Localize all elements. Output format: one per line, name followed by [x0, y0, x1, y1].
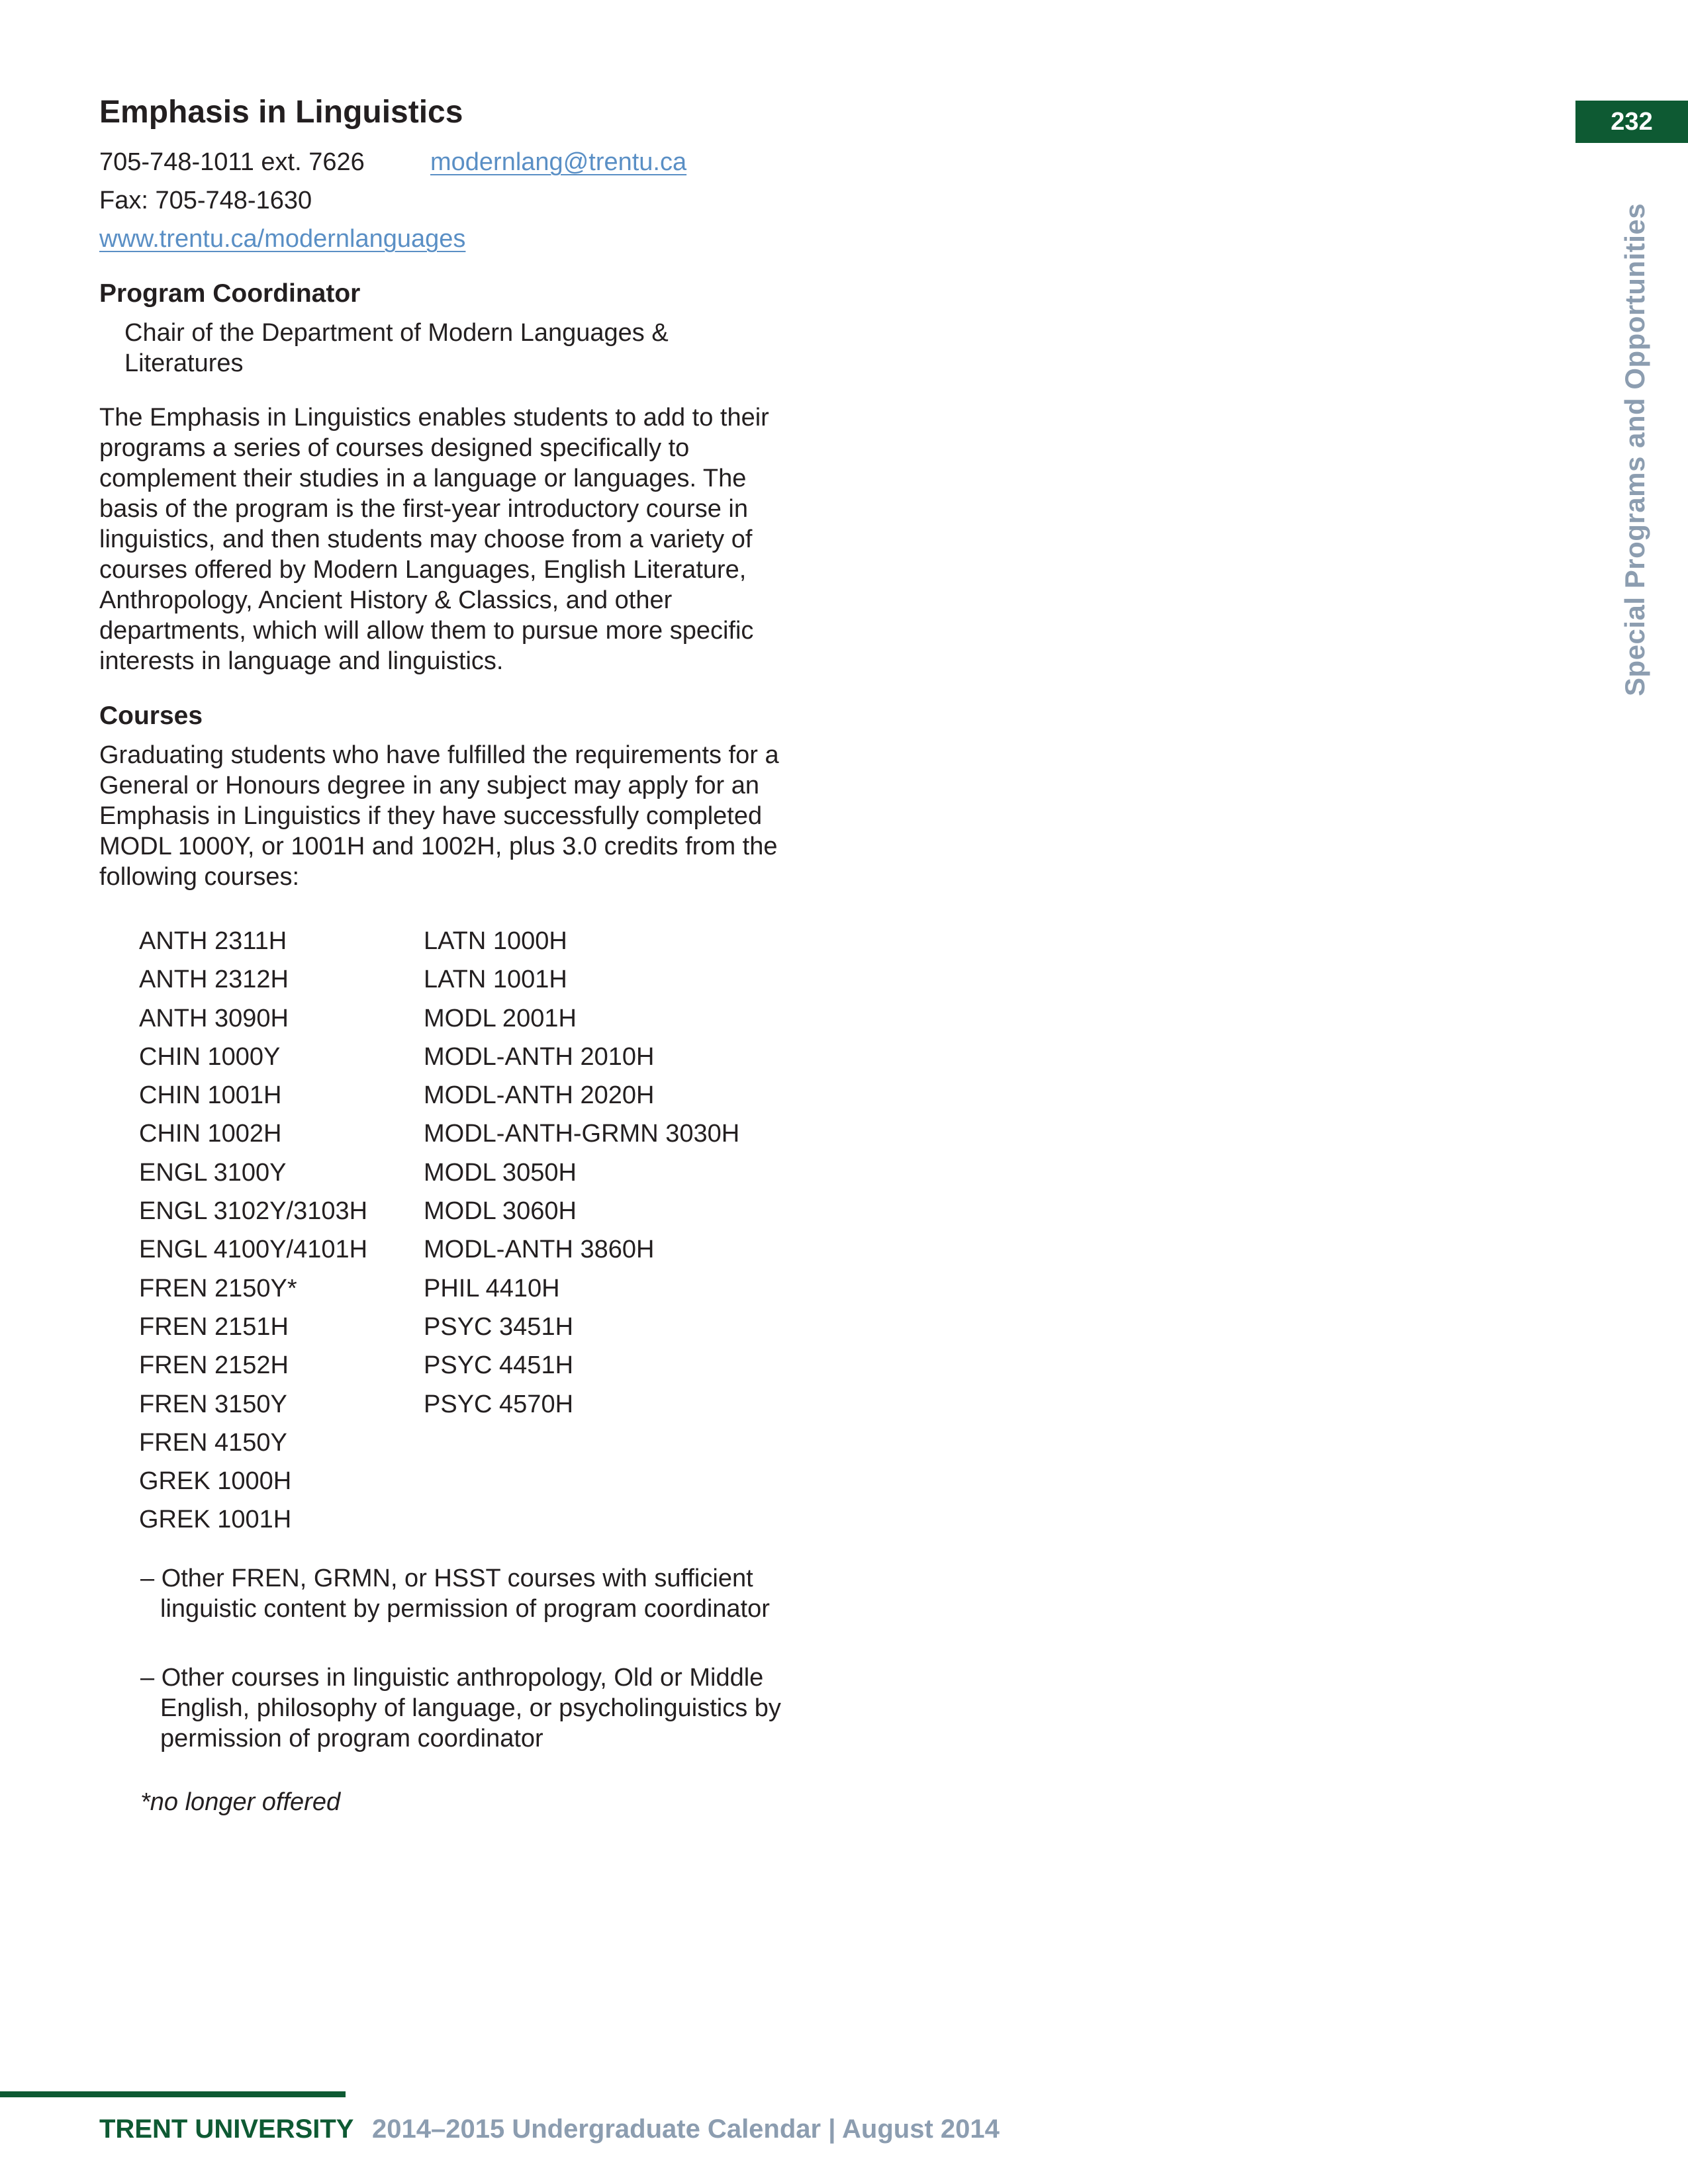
- coordinator-line-2: Literatures: [124, 349, 244, 377]
- course-code: CHIN 1002H: [139, 1120, 282, 1148]
- course-code: CHIN 1000Y: [139, 1042, 281, 1071]
- fax-number: Fax: 705-748-1630: [99, 187, 312, 214]
- course-code: MODL-ANTH 2010H: [424, 1042, 655, 1071]
- course-code: GREK 1001H: [139, 1506, 292, 1534]
- course-list-column-1: [139, 922, 367, 1539]
- courses-heading: Courses: [99, 702, 203, 730]
- website-link[interactable]: www.trentu.ca/modernlanguages: [99, 225, 466, 253]
- footer-calendar: 2014–2015 Undergraduate Calendar | August 2014: [372, 2115, 1000, 2144]
- course-list-column-2: [424, 922, 739, 1424]
- email-link[interactable]: modernlang@trentu.ca: [430, 148, 687, 176]
- course-code: MODL-ANTH 3860H: [424, 1236, 655, 1264]
- course-code: MODL-ANTH 2020H: [424, 1081, 655, 1110]
- course-code: PSYC 3451H: [424, 1312, 574, 1341]
- footnote: *no longer offered: [140, 1788, 341, 1816]
- course-code: PSYC 4570H: [424, 1390, 574, 1418]
- note-item: – Other courses in linguistic anthropology, Old or Middle English, philosophy of language, or psycholinguistics by permission of program coordinator: [140, 1664, 781, 1752]
- course-code: ANTH 2311H: [139, 927, 287, 955]
- course-code: ENGL 3100Y: [139, 1158, 287, 1187]
- course-code: ANTH 2312H: [139, 966, 289, 994]
- course-code: MODL 3050H: [424, 1158, 577, 1187]
- phone-number: 705-748-1011 ext. 7626: [99, 148, 365, 176]
- footer-rule: [0, 2091, 346, 2097]
- coordinator-heading: Program Coordinator: [99, 279, 361, 308]
- course-code: FREN 2150Y*: [139, 1274, 297, 1302]
- course-code: FREN 2152H: [139, 1351, 289, 1380]
- course-code: ENGL 4100Y/4101H: [139, 1236, 368, 1264]
- note-item: – Other FREN, GRMN, or HSST courses with sufficient linguistic content by permission of program coordinator: [140, 1565, 770, 1623]
- course-code: GREK 1000H: [139, 1467, 292, 1496]
- course-code: LATN 1001H: [424, 966, 567, 994]
- course-code: PHIL 4410H: [424, 1274, 560, 1302]
- course-code: ENGL 3102Y/3103H: [139, 1197, 368, 1226]
- course-code: MODL 3060H: [424, 1197, 577, 1226]
- course-code: FREN 2151H: [139, 1312, 289, 1341]
- courses-paragraph: Graduating students who have fulfilled the requirements for a General or Honours degree in any subject may apply for an Emphasis in Linguistics if they have successfully completed MODL 1000Y, or 1001H and 1002H, plus 3.0 credits from the following courses:: [99, 741, 779, 891]
- intro-paragraph: The Emphasis in Linguistics enables students to add to their programs a series of courses designed specifically to complement their studies in a language or languages. The basis of the program is the first-year introductory course in linguistics, and then students may choose from a variety of courses offered by Modern Languages, English Literature, Anthropology, Ancient History & Classics, and other departments, which will allow them to pursue more specific interests in language and linguistics.: [99, 404, 769, 675]
- course-code: LATN 1000H: [424, 927, 567, 955]
- course-code: PSYC 4451H: [424, 1351, 574, 1380]
- course-code: CHIN 1001H: [139, 1081, 282, 1110]
- footer-university: TRENT UNIVERSITY: [99, 2115, 354, 2144]
- page-number-badge: 232: [1575, 101, 1688, 143]
- page-title: Emphasis in Linguistics: [99, 95, 463, 130]
- coordinator-line-1: Chair of the Department of Modern Languages &: [124, 319, 669, 347]
- course-code: ANTH 3090H: [139, 1004, 289, 1032]
- course-code: MODL 2001H: [424, 1004, 577, 1032]
- course-code: FREN 4150Y: [139, 1428, 287, 1457]
- course-code: FREN 3150Y: [139, 1390, 287, 1418]
- course-code: MODL-ANTH-GRMN 3030H: [424, 1120, 740, 1148]
- section-tab-label: Special Programs and Opportunities: [1619, 203, 1650, 696]
